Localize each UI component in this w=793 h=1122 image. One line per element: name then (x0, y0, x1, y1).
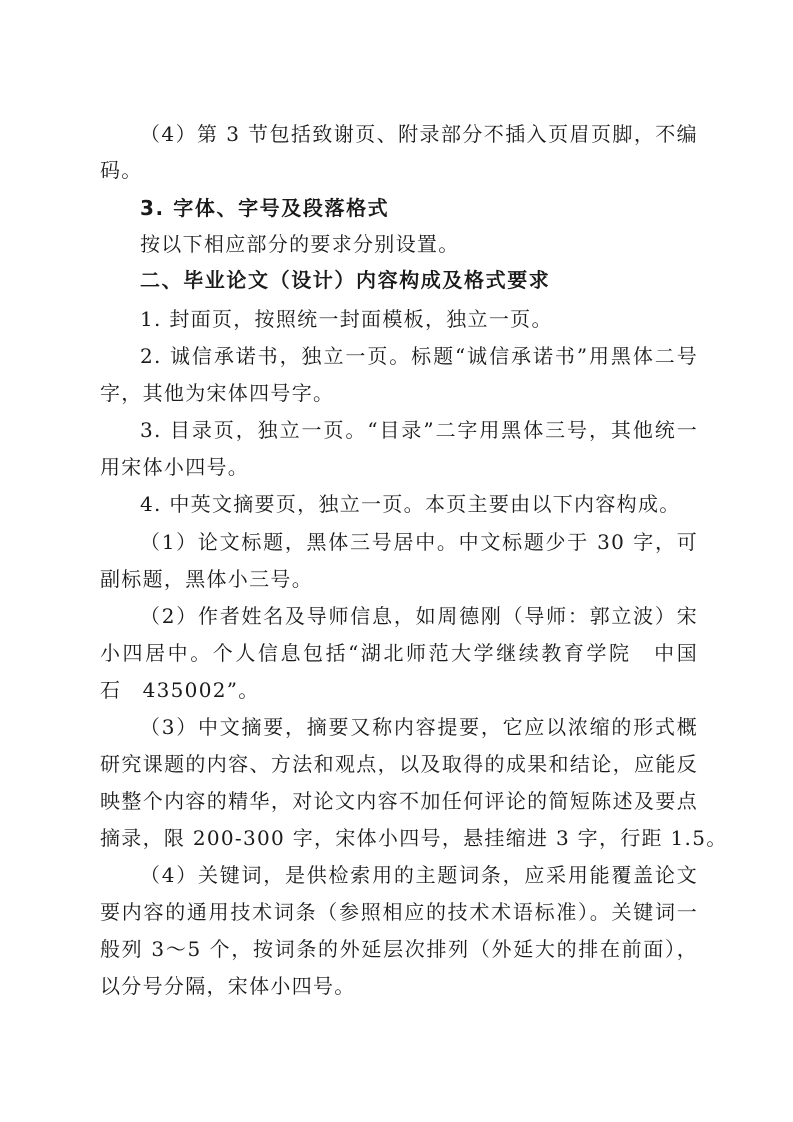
list-item-line: 2. 诚信承诺书，独立一页。标题“诚信承诺书”用黑体二号 (140, 344, 698, 368)
sub-item-line: 以分号分隔，宋体小四号。 (100, 974, 356, 998)
sub-item-line: 石 435002”。 (100, 678, 260, 702)
sub-item-line: 副标题，黑体小三号。 (100, 567, 313, 591)
chapter-heading: 二、毕业论文（设计）内容构成及格式要求 (140, 268, 551, 292)
sub-item-line: 映整个内容的精华，对论文内容不加任何评论的简短陈述及要点 (100, 789, 698, 813)
sub-item-line: 研究课题的内容、方法和观点，以及取得的成果和结论，应能反 (100, 752, 698, 776)
sub-item-line: 要内容的通用技术词条（参照相应的技术术语标准）。关键词一 (100, 900, 698, 924)
list-item-line: 用宋体小四号。 (100, 455, 250, 479)
list-item-line: 3. 目录页，独立一页。“目录”二字用黑体三号，其他统一 (140, 418, 698, 442)
sub-item-line: （1）论文标题，黑体三号居中。中文标题少于 30 字，可 (140, 530, 698, 554)
sub-item-line: 小四居中。个人信息包括“湖北师范大学继续教育学院 中国 (100, 641, 698, 665)
sub-item-line: 摘录，限 200-300 字，宋体小四号，悬挂缩进 3 字，行距 1.5。 (100, 826, 728, 850)
sub-item-line: （2）作者姓名及导师信息，如周德刚（导师：郭立波）宋 (140, 604, 698, 628)
list-item: 4. 中英文摘要页，独立一页。本页主要由以下内容构成。 (140, 492, 681, 516)
list-item: 1. 封面页，按照统一封面模板，独立一页。 (140, 307, 553, 331)
sub-item-line: （3）中文摘要，摘要又称内容提要，它应以浓缩的形式概 (140, 715, 698, 739)
list-item-line: 字，其他为宋体四号字。 (100, 381, 335, 405)
sub-item-line: 般列 3～5 个，按词条的外延层次排列（外延大的排在前面）， (100, 937, 698, 961)
section-heading: 3. 字体、字号及段落格式 (140, 196, 390, 220)
paragraph-line: 按以下相应部分的要求分别设置。 (140, 232, 460, 256)
paragraph-line: （4）第 3 节包括致谢页、附录部分不插入页眉页脚，不编 (140, 122, 698, 146)
sub-item-line: （4）关键词，是供检索用的主题词条，应采用能覆盖论文 (140, 863, 698, 887)
paragraph-line: 码。 (100, 158, 143, 182)
